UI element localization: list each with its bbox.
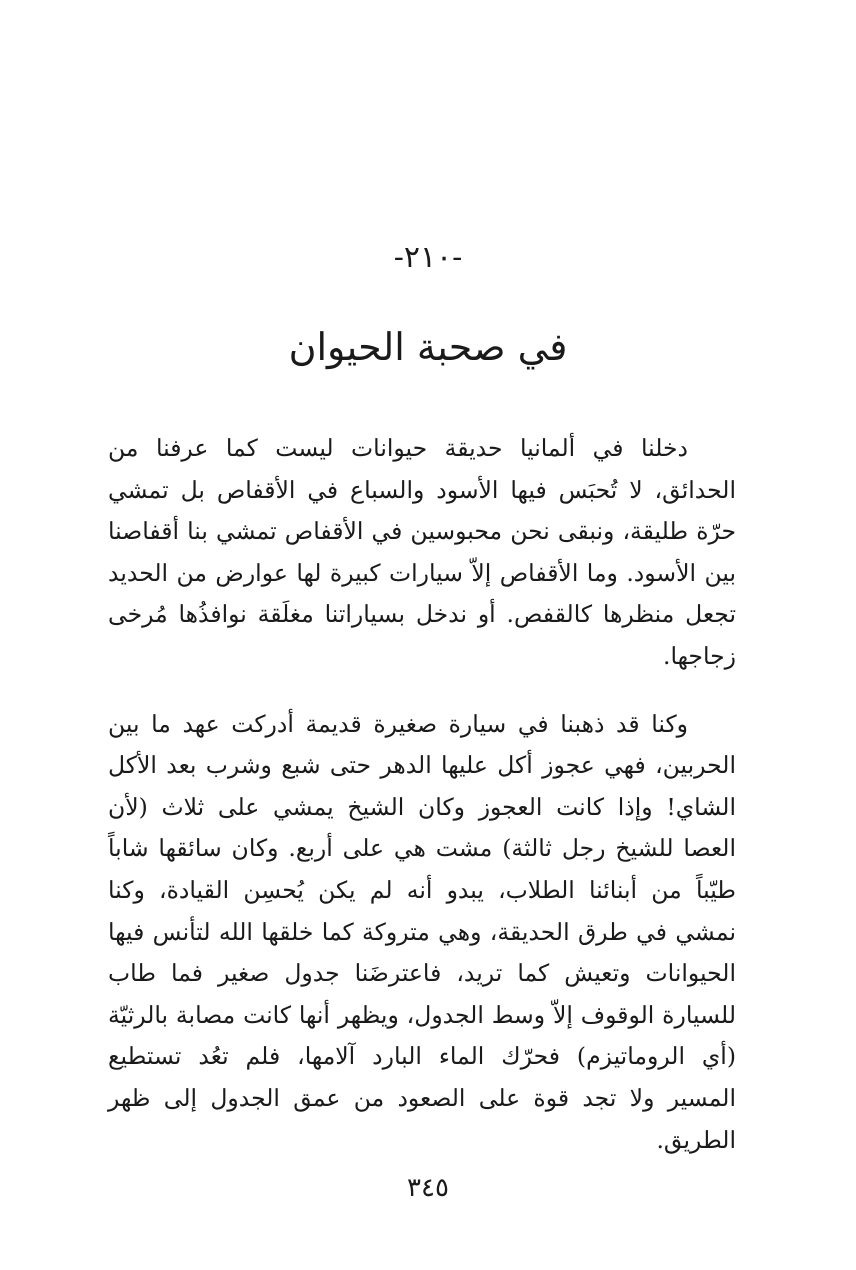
chapter-title: في صحبة الحيوان <box>288 325 568 369</box>
section-number: -٢١٠- <box>393 240 463 275</box>
paragraph-2: وكنا قد ذهبنا في سيارة صغيرة قديمة أدركت عهد ما بين الحربين، فهي عجوز أكل عليها الدهر حتى شبع وشرب بعد الأكل الشاي! وإذا كانت العجوز وكان الشيخ يمشي على ثلاث (لأن العصا للشيخ رجل ثالثة) مشت هي على أربع. وكان سائقها شاباً طيّباً من أبنائنا الطلاب، يبدو أنه لم يكن يُحسِن القيادة، وكنا نمشي في طرق الحديقة، وهي متروكة كما خلقها الله لتأنس فيها الحيوانات وتعيش كما تريد، فاعترضَنا جدول صغير فما طاب للسيارة الوقوف إلاّ وسط الجدول، ويظهر أنها كانت مصابة بالرثيّة (أي الروماتيزم) فحرّك الماء البارد آلامها، فلم تعُد تستطيع المسير ولا تجد قوة على الصعود من عمق الجدول إلى ظهر الطريق. <box>108 709 736 1154</box>
paragraph-1: دخلنا في ألمانيا حديقة حيوانات ليست كما عرفنا من الحدائق، لا تُحبَس فيها الأسود والسباع في الأقفاص بل تمشي حرّة طليقة، ونبقى نحن محبوسين في الأقفاص تمشي بنا أقفاصنا بين الأسود. وما الأقفاص إلاّ سيارات كبيرة لها عوارض من الحديد تجعل منظرها كالقفص. أو ندخل بسياراتنا مغلَقة نوافذُها مُرخى زجاجها. <box>108 434 736 670</box>
page-number: ٣٤٥ <box>407 1173 449 1203</box>
body-text <box>108 428 736 1161</box>
